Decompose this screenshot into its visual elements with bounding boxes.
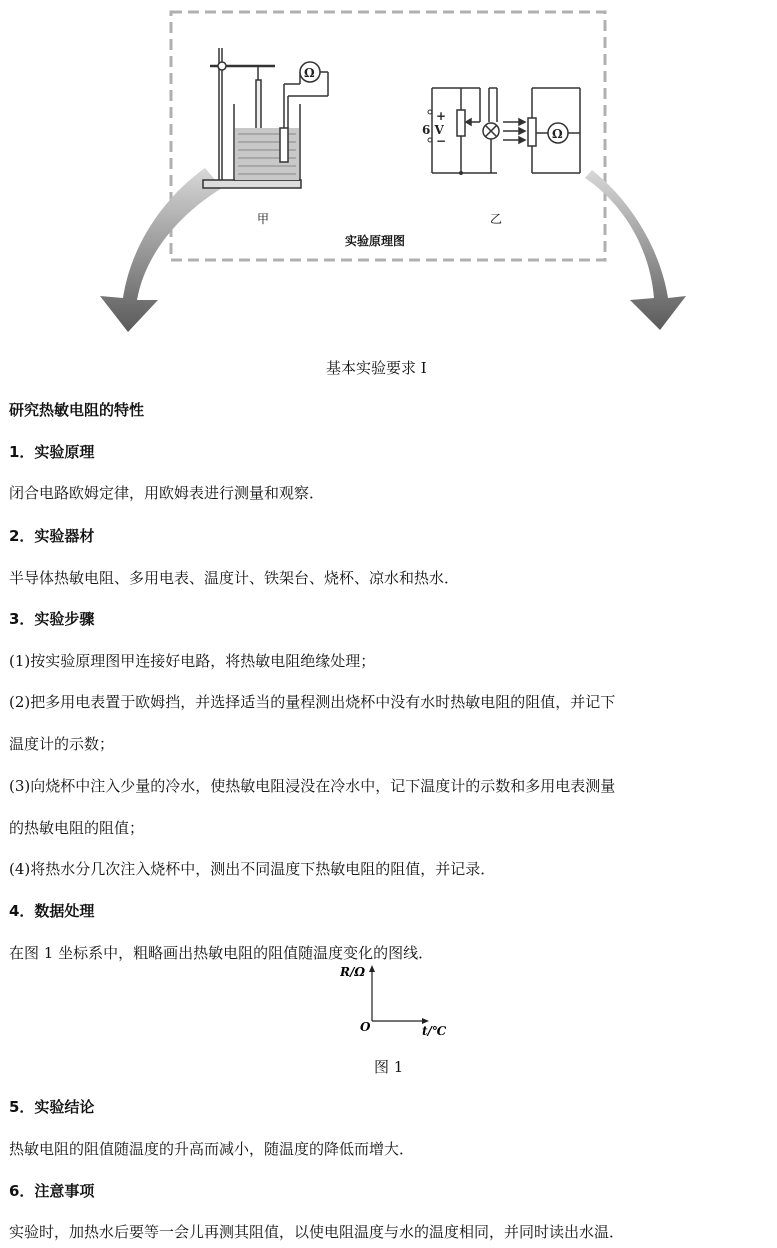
section-2-title: 2．实验器材 (9, 527, 95, 545)
section-3-step-2a: (2)把多用电表置于欧姆挡，并选择适当的量程测出烧杯中没有水时热敏电阻的阻值，并记下 (9, 693, 616, 711)
section-1-text: 闭合电路欧姆定律，用欧姆表进行测量和观察． (9, 484, 325, 502)
ohmmeter-a-symbol: Ω (304, 66, 315, 80)
section-3-step-4: (4)将热水分几次注入烧杯中，测出不同温度下热敏电阻的阻值，并记录． (9, 860, 496, 878)
section-3-step-3b: 的热敏电阻的阻值； (9, 819, 145, 837)
minus-sign: − (436, 134, 447, 148)
left-curved-arrow (100, 168, 222, 332)
section-4-text: 在图 1 坐标系中，粗略画出热敏电阻的阻值随温度变化的图线． (9, 944, 434, 962)
experiment-principle-diagram (0, 0, 777, 340)
section-6-text: 实验时，加热水后要等一会儿再测其阻值，以使电阻温度与水的温度相同，并同时读出水温． (9, 1223, 625, 1241)
section-5-text: 热敏电阻的阻值随温度的升高而减小，随温度的降低而增大． (9, 1140, 415, 1158)
figure-caption: 实验原理图 (345, 234, 406, 248)
junction-dot (459, 171, 463, 175)
section-3-step-2b: 温度计的示数； (9, 735, 115, 753)
coordinate-axes (340, 963, 460, 1038)
section-1-title: 1．实验原理 (9, 443, 95, 461)
section-6-title: 6．注意事项 (9, 1182, 95, 1200)
section-3-step-1: (1)按实验原理图甲连接好电路，将热敏电阻绝缘处理； (9, 652, 376, 670)
section-3-title: 3．实验步骤 (9, 610, 95, 628)
x-axis-label: t/℃ (422, 1024, 447, 1038)
main-heading: 研究热敏电阻的特性 (9, 401, 145, 419)
plus-sign: + (436, 109, 447, 123)
section-4-title: 4．数据处理 (9, 902, 95, 920)
voltage-label: 6 V (422, 123, 444, 137)
origin-label: O (360, 1020, 371, 1034)
section-3-step-3a: (3)向烧杯中注入少量的冷水，使热敏电阻浸没在冷水中，记下温度计的示数和多用电表测量 (9, 777, 616, 795)
y-axis-label: R/Ω (340, 965, 366, 979)
ohmmeter-b-symbol: Ω (552, 127, 563, 141)
figure-1-caption: 图 1 (374, 1058, 404, 1076)
section-5-title: 5．实验结论 (9, 1098, 95, 1116)
requirement-title: 基本实验要求 Ⅰ (326, 359, 427, 377)
figure-label-b: 乙 (490, 212, 503, 226)
figure-label-a: 甲 (257, 212, 270, 226)
section-2-text: 半导体热敏电阻、多用电表、温度计、铁架台、烧杯、凉水和热水． (9, 569, 460, 587)
right-curved-arrow (585, 170, 686, 330)
